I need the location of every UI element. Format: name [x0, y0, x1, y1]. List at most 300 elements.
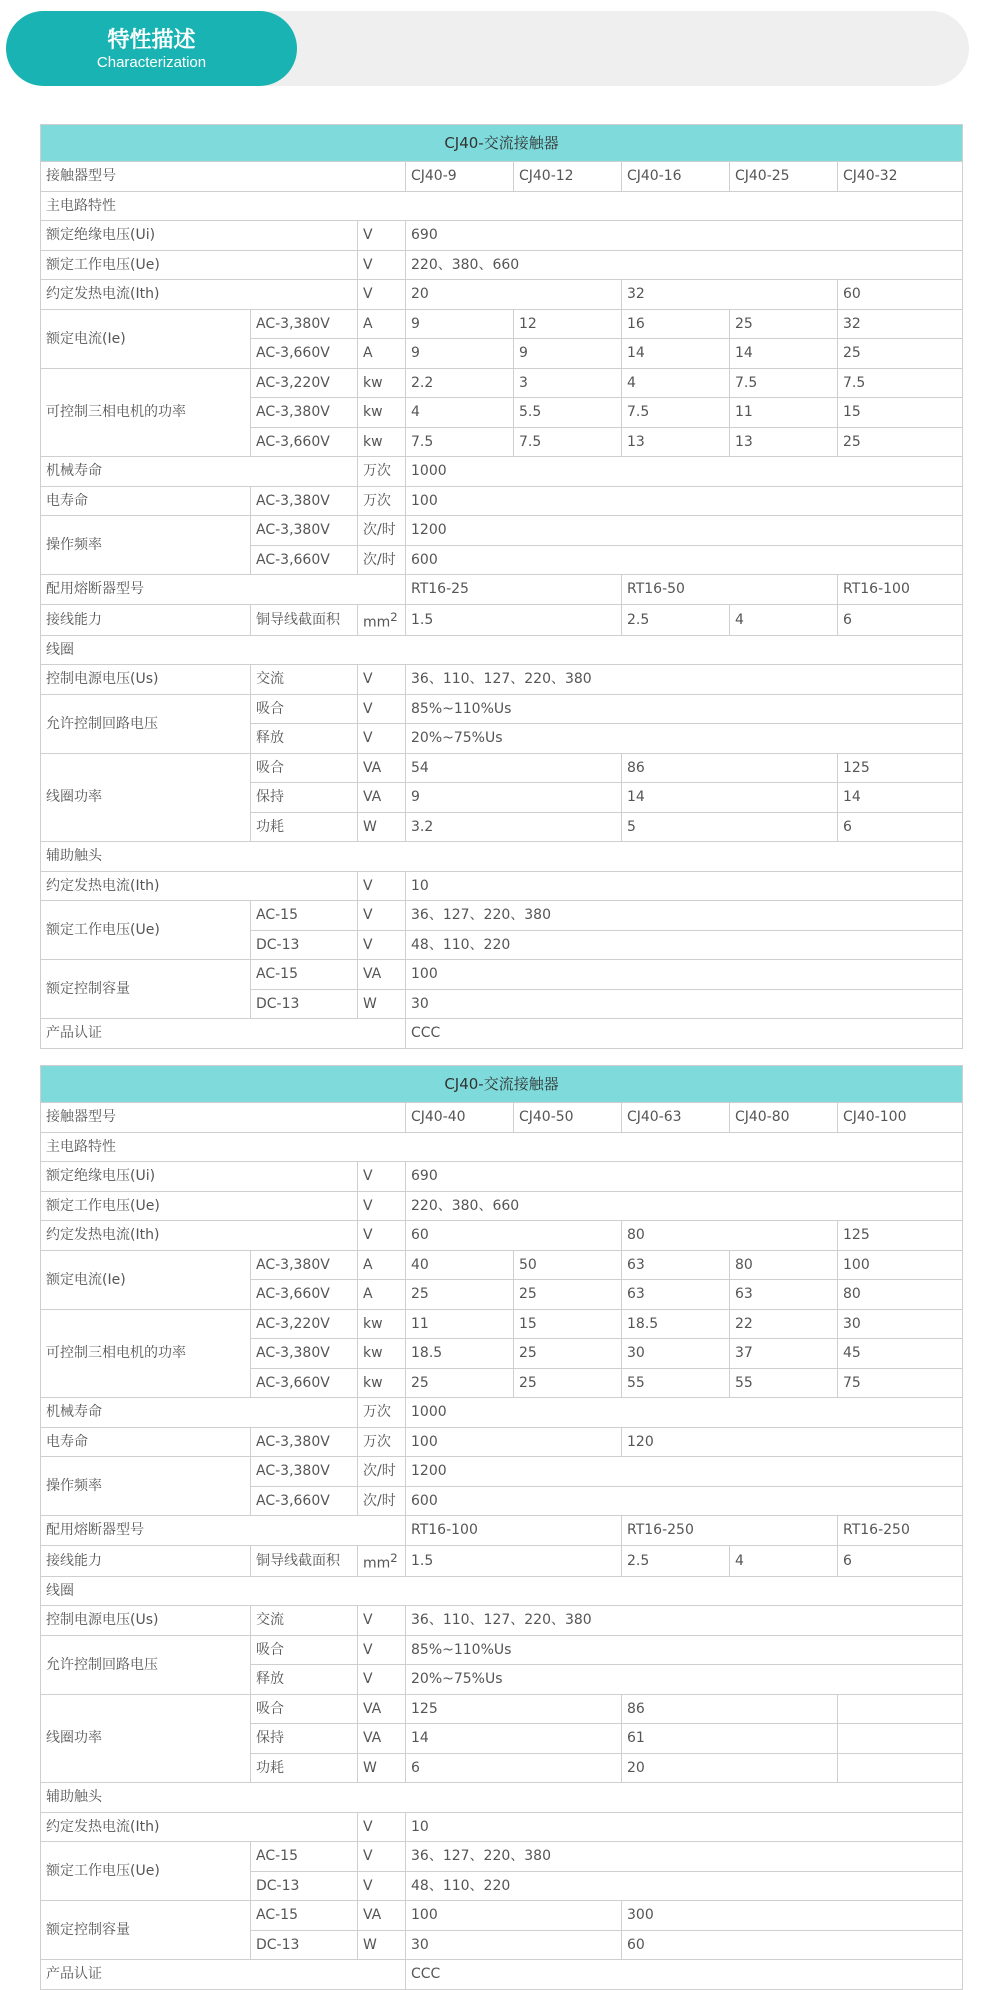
- unit-cell: V: [358, 724, 406, 754]
- unit-cell: W: [358, 812, 406, 842]
- row-label: 配用熔断器型号: [41, 1516, 406, 1546]
- row-label: 额定工作电压(Ue): [41, 1191, 358, 1221]
- value-cell: 63: [622, 1280, 730, 1310]
- value-cell: 50: [514, 1250, 622, 1280]
- section-row: [41, 842, 963, 872]
- value-cell: 100: [406, 1901, 622, 1931]
- table-row: [41, 604, 963, 635]
- table-row: [41, 516, 963, 546]
- condition-cell: AC-15: [251, 901, 358, 931]
- value-cell: 48、110、220: [406, 1871, 963, 1901]
- value-cell: 9: [406, 309, 514, 339]
- table-row: [41, 368, 963, 398]
- condition-cell: DC-13: [251, 1871, 358, 1901]
- unit-cell: A: [358, 1280, 406, 1310]
- value-cell: 6: [838, 1545, 963, 1576]
- row-label: 额定控制容量: [41, 960, 251, 1019]
- row-label: 控制电源电压(Us): [41, 1606, 251, 1636]
- row-label: 额定电流(Ie): [41, 309, 251, 368]
- condition-cell: AC-3,380V: [251, 486, 358, 516]
- value-cell: 9: [514, 339, 622, 369]
- section-heading: 线圈: [41, 635, 963, 665]
- row-label: 控制电源电压(Us): [41, 665, 251, 695]
- value-cell: 54: [406, 753, 622, 783]
- value-cell: 9: [406, 783, 622, 813]
- condition-cell: 吸合: [251, 1694, 358, 1724]
- row-label: 产品认证: [41, 1960, 406, 1990]
- table-title: CJ40-交流接触器: [41, 1066, 963, 1103]
- condition-cell: AC-3,660V: [251, 1368, 358, 1398]
- unit-cell: V: [358, 250, 406, 280]
- section-heading: 主电路特性: [41, 191, 963, 221]
- value-cell: 600: [406, 1486, 963, 1516]
- value-cell: 7.5: [838, 368, 963, 398]
- value-cell: 25: [406, 1368, 514, 1398]
- row-label: 接线能力: [41, 604, 251, 635]
- section-row: [41, 1576, 963, 1606]
- row-label: 接触器型号: [41, 162, 406, 192]
- value-cell: 220、380、660: [406, 250, 963, 280]
- value-cell: 25: [514, 1368, 622, 1398]
- value-cell: 16: [622, 309, 730, 339]
- unit-cell: kw: [358, 368, 406, 398]
- value-cell: 7.5: [622, 398, 730, 428]
- value-cell: 5.5: [514, 398, 622, 428]
- value-cell: 5: [622, 812, 838, 842]
- row-label: 约定发热电流(Ith): [41, 871, 358, 901]
- spec-table: [40, 1065, 963, 1990]
- value-cell: RT16-100: [838, 575, 963, 605]
- table-row: [41, 1812, 963, 1842]
- model-name: CJ40-100: [838, 1103, 963, 1133]
- table-row: [41, 1019, 963, 1049]
- unit-cell: VA: [358, 783, 406, 813]
- model-name: CJ40-80: [730, 1103, 838, 1133]
- row-label: 线圈功率: [41, 753, 251, 842]
- unit-base: mm: [363, 1555, 391, 1572]
- row-label: 额定绝缘电压(Ui): [41, 1162, 358, 1192]
- value-cell: 75: [838, 1368, 963, 1398]
- condition-cell: AC-3,380V: [251, 1457, 358, 1487]
- table-row: [41, 1545, 963, 1576]
- value-cell: 600: [406, 545, 963, 575]
- table-row: [41, 1250, 963, 1280]
- condition-cell: AC-3,380V: [251, 398, 358, 428]
- table-row: [41, 871, 963, 901]
- row-label: 约定发热电流(Ith): [41, 280, 358, 310]
- row-label: 产品认证: [41, 1019, 406, 1049]
- value-cell: 14: [622, 339, 730, 369]
- value-cell: 25: [838, 427, 963, 457]
- model-name: CJ40-16: [622, 162, 730, 192]
- condition-cell: AC-3,380V: [251, 309, 358, 339]
- unit-cell: V: [358, 280, 406, 310]
- row-label: 接线能力: [41, 1545, 251, 1576]
- unit-cell: V: [358, 930, 406, 960]
- unit-cell: 次/时: [358, 1486, 406, 1516]
- model-name: CJ40-63: [622, 1103, 730, 1133]
- table-row: [41, 280, 963, 310]
- value-cell: 2.5: [622, 1545, 730, 1576]
- table-row: [41, 575, 963, 605]
- value-cell: 30: [622, 1339, 730, 1369]
- value-cell: 2.2: [406, 368, 514, 398]
- row-label: 操作频率: [41, 1457, 251, 1516]
- condition-cell: 吸合: [251, 753, 358, 783]
- table-row: [41, 1191, 963, 1221]
- value-cell: 220、380、660: [406, 1191, 963, 1221]
- value-cell: 120: [622, 1427, 963, 1457]
- row-label: 配用熔断器型号: [41, 575, 406, 605]
- value-cell: CCC: [406, 1960, 963, 1990]
- table-row: [41, 486, 963, 516]
- table-row: [41, 250, 963, 280]
- row-label: 额定工作电压(Ue): [41, 1842, 251, 1901]
- condition-cell: 功耗: [251, 1753, 358, 1783]
- row-label: 额定绝缘电压(Ui): [41, 221, 358, 251]
- value-cell: 48、110、220: [406, 930, 963, 960]
- unit-cell: V: [358, 665, 406, 695]
- table-row: [41, 665, 963, 695]
- condition-cell: AC-3,660V: [251, 1280, 358, 1310]
- value-cell: 25: [514, 1280, 622, 1310]
- value-cell: 1200: [406, 516, 963, 546]
- section-row: [41, 191, 963, 221]
- unit-cell: V: [358, 221, 406, 251]
- value-cell: 1.5: [406, 1545, 622, 1576]
- condition-cell: AC-15: [251, 960, 358, 990]
- value-cell: RT16-25: [406, 575, 622, 605]
- condition-cell: DC-13: [251, 1930, 358, 1960]
- value-cell: 10: [406, 1812, 963, 1842]
- model-row: [41, 1103, 963, 1133]
- condition-cell: 吸合: [251, 1635, 358, 1665]
- value-cell: 10: [406, 871, 963, 901]
- value-cell: RT16-250: [838, 1516, 963, 1546]
- unit-cell: 万次: [358, 457, 406, 487]
- value-cell: 1200: [406, 1457, 963, 1487]
- value-cell: 60: [838, 280, 963, 310]
- value-cell: 80: [622, 1221, 838, 1251]
- unit-cell: V: [358, 694, 406, 724]
- section-title: 特性描述: [107, 28, 196, 53]
- unit-cell: W: [358, 1753, 406, 1783]
- model-name: CJ40-9: [406, 162, 514, 192]
- table-row: [41, 1516, 963, 1546]
- table-row: [41, 1221, 963, 1251]
- unit-cell: 次/时: [358, 516, 406, 546]
- value-cell: 300: [622, 1901, 963, 1931]
- unit-cell: kw: [358, 1339, 406, 1369]
- row-label: 可控制三相电机的功率: [41, 1309, 251, 1398]
- section-heading: 线圈: [41, 1576, 963, 1606]
- table-row: [41, 1398, 963, 1428]
- value-cell: 14: [406, 1724, 622, 1754]
- unit-cell: 万次: [358, 486, 406, 516]
- table-row: [41, 1694, 963, 1724]
- unit-cell: V: [358, 1812, 406, 1842]
- unit-superscript: 2: [390, 609, 398, 624]
- table-row: [41, 1309, 963, 1339]
- value-cell: 25: [514, 1339, 622, 1369]
- unit-cell: VA: [358, 960, 406, 990]
- value-cell: 15: [838, 398, 963, 428]
- row-label: 机械寿命: [41, 1398, 358, 1428]
- value-cell: 86: [622, 1694, 838, 1724]
- row-label: 额定工作电压(Ue): [41, 901, 251, 960]
- condition-cell: AC-15: [251, 1901, 358, 1931]
- unit-cell: V: [358, 871, 406, 901]
- model-row: [41, 162, 963, 192]
- value-cell: RT16-100: [406, 1516, 622, 1546]
- table-row: [41, 753, 963, 783]
- condition-cell: 释放: [251, 724, 358, 754]
- unit-cell: V: [358, 1162, 406, 1192]
- row-label: 允许控制回路电压: [41, 694, 251, 753]
- value-cell: 80: [838, 1280, 963, 1310]
- value-cell: 11: [406, 1309, 514, 1339]
- row-label: 接触器型号: [41, 1103, 406, 1133]
- value-cell: 6: [838, 604, 963, 635]
- section-heading: 主电路特性: [41, 1132, 963, 1162]
- value-cell: 4: [730, 604, 838, 635]
- value-cell: [838, 1753, 963, 1783]
- condition-cell: AC-3,380V: [251, 1427, 358, 1457]
- unit-cell: kw: [358, 1309, 406, 1339]
- value-cell: 125: [838, 753, 963, 783]
- value-cell: [838, 1724, 963, 1754]
- value-cell: 55: [622, 1368, 730, 1398]
- model-name: CJ40-12: [514, 162, 622, 192]
- value-cell: 125: [406, 1694, 622, 1724]
- row-label: 操作频率: [41, 516, 251, 575]
- value-cell: 30: [406, 1930, 622, 1960]
- unit-cell: VA: [358, 1901, 406, 1931]
- value-cell: 60: [622, 1930, 963, 1960]
- table-title: CJ40-交流接触器: [41, 125, 963, 162]
- value-cell: 100: [406, 960, 963, 990]
- value-cell: 45: [838, 1339, 963, 1369]
- table-row: [41, 1162, 963, 1192]
- spec-table: [40, 124, 963, 1049]
- row-label: 额定电流(Ie): [41, 1250, 251, 1309]
- value-cell: 22: [730, 1309, 838, 1339]
- row-label: 约定发热电流(Ith): [41, 1221, 358, 1251]
- row-label: 额定工作电压(Ue): [41, 250, 358, 280]
- model-name: CJ40-40: [406, 1103, 514, 1133]
- condition-cell: AC-15: [251, 1842, 358, 1872]
- unit-cell: 次/时: [358, 545, 406, 575]
- unit-cell: kw: [358, 1368, 406, 1398]
- value-cell: 40: [406, 1250, 514, 1280]
- table-row: [41, 1842, 963, 1872]
- unit-cell: V: [358, 1221, 406, 1251]
- unit-cell: W: [358, 1930, 406, 1960]
- unit-cell: 万次: [358, 1427, 406, 1457]
- value-cell: 20: [622, 1753, 838, 1783]
- value-cell: 7.5: [514, 427, 622, 457]
- row-label: 机械寿命: [41, 457, 358, 487]
- value-cell: 18.5: [622, 1309, 730, 1339]
- table-row: [41, 1635, 963, 1665]
- section-row: [41, 1132, 963, 1162]
- section-heading: 辅助触头: [41, 1783, 963, 1813]
- value-cell: 125: [838, 1221, 963, 1251]
- table-row: [41, 457, 963, 487]
- condition-cell: AC-3,380V: [251, 516, 358, 546]
- value-cell: 6: [406, 1753, 622, 1783]
- unit-cell: 次/时: [358, 1457, 406, 1487]
- unit-cell: A: [358, 1250, 406, 1280]
- condition-cell: AC-3,660V: [251, 545, 358, 575]
- table-row: [41, 1457, 963, 1487]
- value-cell: 30: [406, 989, 963, 1019]
- value-cell: 4: [622, 368, 730, 398]
- condition-cell: 释放: [251, 1665, 358, 1695]
- row-label: 电寿命: [41, 486, 251, 516]
- condition-cell: AC-3,380V: [251, 1250, 358, 1280]
- value-cell: 7.5: [730, 368, 838, 398]
- unit-superscript: 2: [390, 1550, 398, 1565]
- condition-cell: AC-3,660V: [251, 1486, 358, 1516]
- unit-cell: kw: [358, 398, 406, 428]
- condition-cell: AC-3,660V: [251, 339, 358, 369]
- unit-cell: [358, 604, 406, 635]
- value-cell: 18.5: [406, 1339, 514, 1369]
- value-cell: 1.5: [406, 604, 622, 635]
- condition-cell: 吸合: [251, 694, 358, 724]
- condition-cell: 保持: [251, 783, 358, 813]
- value-cell: 55: [730, 1368, 838, 1398]
- unit-cell: V: [358, 1606, 406, 1636]
- model-name: CJ40-32: [838, 162, 963, 192]
- unit-cell: A: [358, 309, 406, 339]
- value-cell: 6: [838, 812, 963, 842]
- value-cell: 20%~75%Us: [406, 1665, 963, 1695]
- value-cell: 85%~110%Us: [406, 1635, 963, 1665]
- value-cell: 20%~75%Us: [406, 724, 963, 754]
- value-cell: RT16-50: [622, 575, 838, 605]
- value-cell: 30: [838, 1309, 963, 1339]
- table-row: [41, 1427, 963, 1457]
- table-row: [41, 694, 963, 724]
- value-cell: 20: [406, 280, 622, 310]
- unit-cell: VA: [358, 1724, 406, 1754]
- row-label: 线圈功率: [41, 1694, 251, 1783]
- table-row: [41, 309, 963, 339]
- condition-cell: DC-13: [251, 989, 358, 1019]
- value-cell: 14: [730, 339, 838, 369]
- value-cell: 63: [622, 1250, 730, 1280]
- section-header-pill: [6, 11, 297, 86]
- value-cell: 86: [622, 753, 838, 783]
- table-row: [41, 1960, 963, 1990]
- value-cell: 7.5: [406, 427, 514, 457]
- condition-cell: DC-13: [251, 930, 358, 960]
- value-cell: 14: [838, 783, 963, 813]
- table-row: [41, 1606, 963, 1636]
- value-cell: 3: [514, 368, 622, 398]
- table-row: [41, 901, 963, 931]
- value-cell: 85%~110%Us: [406, 694, 963, 724]
- unit-cell: A: [358, 339, 406, 369]
- condition-cell: 铜导线截面积: [251, 1545, 358, 1576]
- value-cell: 36、127、220、380: [406, 901, 963, 931]
- condition-cell: 保持: [251, 1724, 358, 1754]
- section-row: [41, 1783, 963, 1813]
- value-cell: 3.2: [406, 812, 622, 842]
- unit-cell: V: [358, 1191, 406, 1221]
- value-cell: 36、110、127、220、380: [406, 665, 963, 695]
- unit-cell: V: [358, 901, 406, 931]
- condition-cell: 功耗: [251, 812, 358, 842]
- unit-cell: V: [358, 1842, 406, 1872]
- section-heading: 辅助触头: [41, 842, 963, 872]
- value-cell: 25: [406, 1280, 514, 1310]
- unit-base: mm: [363, 614, 391, 631]
- value-cell: 4: [406, 398, 514, 428]
- value-cell: 15: [514, 1309, 622, 1339]
- value-cell: 100: [406, 486, 963, 516]
- model-name: CJ40-50: [514, 1103, 622, 1133]
- value-cell: 1000: [406, 457, 963, 487]
- condition-cell: AC-3,220V: [251, 368, 358, 398]
- unit-cell: VA: [358, 753, 406, 783]
- value-cell: 690: [406, 1162, 963, 1192]
- value-cell: 25: [730, 309, 838, 339]
- value-cell: CCC: [406, 1019, 963, 1049]
- unit-cell: 万次: [358, 1398, 406, 1428]
- unit-cell: V: [358, 1665, 406, 1695]
- condition-cell: 铜导线截面积: [251, 604, 358, 635]
- condition-cell: 交流: [251, 665, 358, 695]
- value-cell: 61: [622, 1724, 838, 1754]
- value-cell: 32: [838, 309, 963, 339]
- value-cell: 690: [406, 221, 963, 251]
- table-title-row: [41, 125, 963, 162]
- row-label: 额定控制容量: [41, 1901, 251, 1960]
- section-subtitle: Characterization: [96, 54, 207, 71]
- value-cell: 100: [406, 1427, 622, 1457]
- unit-cell: V: [358, 1635, 406, 1665]
- value-cell: 14: [622, 783, 838, 813]
- condition-cell: AC-3,380V: [251, 1339, 358, 1369]
- value-cell: 11: [730, 398, 838, 428]
- unit-cell: kw: [358, 427, 406, 457]
- value-cell: 80: [730, 1250, 838, 1280]
- value-cell: 25: [838, 339, 963, 369]
- value-cell: 13: [622, 427, 730, 457]
- value-cell: 100: [838, 1250, 963, 1280]
- row-label: 允许控制回路电压: [41, 1635, 251, 1694]
- model-name: CJ40-25: [730, 162, 838, 192]
- table-row: [41, 960, 963, 990]
- value-cell: 32: [622, 280, 838, 310]
- value-cell: 60: [406, 1221, 622, 1251]
- condition-cell: AC-3,220V: [251, 1309, 358, 1339]
- row-label: 电寿命: [41, 1427, 251, 1457]
- value-cell: 1000: [406, 1398, 963, 1428]
- value-cell: 63: [730, 1280, 838, 1310]
- value-cell: 12: [514, 309, 622, 339]
- value-cell: RT16-250: [622, 1516, 838, 1546]
- row-label: 约定发热电流(Ith): [41, 1812, 358, 1842]
- unit-cell: V: [358, 1871, 406, 1901]
- value-cell: 9: [406, 339, 514, 369]
- value-cell: 13: [730, 427, 838, 457]
- value-cell: 4: [730, 1545, 838, 1576]
- condition-cell: AC-3,660V: [251, 427, 358, 457]
